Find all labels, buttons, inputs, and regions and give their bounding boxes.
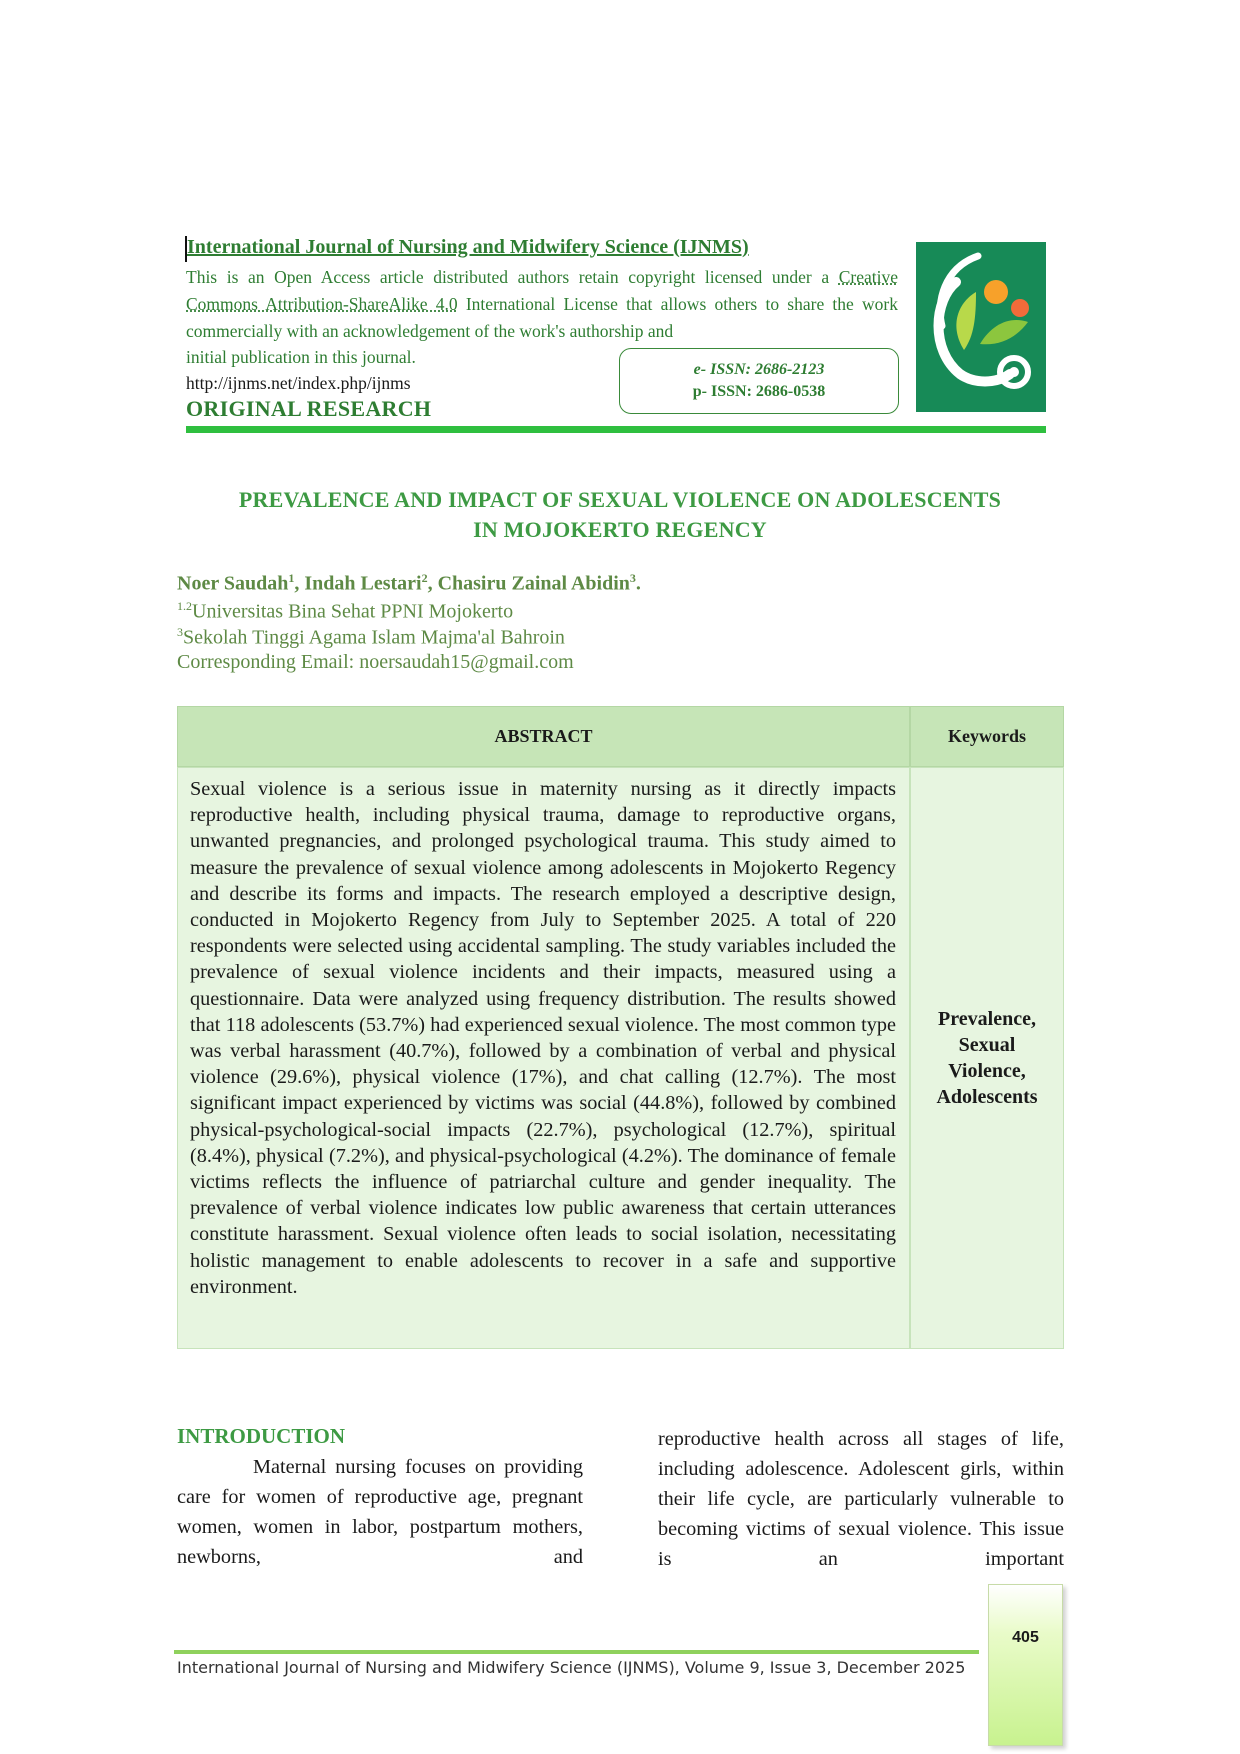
author-name: Indah Lestari <box>304 572 422 595</box>
affiliation <box>177 625 565 650</box>
author-affiliation-mark: 3 <box>629 571 636 585</box>
introduction-right-column: reproductive health across all stages of life, including adolescence. Adolescent girls, within their life cycle, are particularly vulnerable to becoming victims of sexual violence. This issue is an important <box>658 1428 1064 1570</box>
license-link[interactable]: Creative Commons Attribution-ShareAlike 4.0 <box>186 267 898 314</box>
footer-rule <box>174 1650 979 1654</box>
introduction-heading: INTRODUCTION <box>177 1424 346 1448</box>
introduction-left-column <box>177 1452 583 1572</box>
affiliation-mark: 3 <box>177 625 183 639</box>
p-issn: p- ISSN: 2686-0538 <box>692 383 826 400</box>
footer-citation: International Journal of Nursing and Midwifery Science (IJNMS), Volume 9, Issue 3, December 2025 <box>177 1658 966 1677</box>
keywords-text: Prevalence, Sexual Violence, Adolescents <box>936 1008 1038 1108</box>
keywords-header: Keywords <box>910 706 1064 767</box>
author-separator: , <box>427 572 438 595</box>
journal-logo <box>916 242 1046 412</box>
introduction-left-text: Maternal nursing focuses on providing care for women of reproductive age, pregnant women, women in labor, postpartum mothers, newborns, and <box>177 1456 583 1568</box>
paper-title-line-1: PREVALENCE AND IMPACT OF SEXUAL VIOLENCE ON ADOLESCENTS <box>238 487 1002 512</box>
affiliation-text: Sekolah Tinggi Agama Islam Majma'al Bahroin <box>183 626 565 649</box>
nursing-stethoscope-logo-icon <box>916 242 1046 412</box>
abstract-header: ABSTRACT <box>177 706 910 767</box>
paper-title-line-2: IN MOJOKERTO REGENCY <box>473 517 767 542</box>
journal-title[interactable]: International Journal of Nursing and Midwifery Science (IJNMS) <box>187 236 749 258</box>
article-type: ORIGINAL RESEARCH <box>186 396 432 421</box>
issn-box <box>619 348 899 414</box>
abstract-table <box>177 706 1064 1349</box>
author-separator: . <box>635 572 641 595</box>
authors-line <box>177 571 641 596</box>
affiliation-mark: 1.2 <box>177 599 192 613</box>
abstract-text: Sexual violence is a serious issue in maternity nursing as it directly impacts reproductive health, including physical trauma, damage to reproductive organs, unwanted pregnancies, and prolonged psychological trauma. This study aimed to measure the prevalence of sexual violence among adolescents in Mojokerto Regency and describe its forms and impacts. The research employed a descriptive design, conducted in Mojokerto Regency from July to September 2025. A total of 220 respondents were selected using accidental sampling. The study variables included the prevalence of sexual violence incidents and their impacts, measured using a questionnaire. Data were analyzed using frequency distribution. The results showed that 118 adolescents (53.7%) had experienced sexual violence. The most common type was verbal harassment (40.7%), followed by a combination of verbal and physical violence (29.6%), physical violence (17%), and chat calling (12.7%). The most significant impact experienced by victims was social (44.8%), followed by combined physical-psychological-social impacts (22.7%), psychological (12.7%), spiritual (8.4%), physical (7.2%), and physical-psychological (4.2%). The dominance of female victims reflects the influence of patriarchal culture and gender inequality. The prevalence of verbal violence indicates low public awareness that certain utterances constitute harassment. Sexual violence often leads to social isolation, necessitating holistic management to enable adolescents to recover in a safe and supportive environment. <box>190 778 896 1298</box>
journal-url[interactable]: http://ijnms.net/index.php/ijnms <box>186 373 411 393</box>
paper-title <box>170 485 1070 545</box>
corresponding-email[interactable]: Corresponding Email: noersaudah15@gmail.com <box>177 651 574 673</box>
page-number-tab <box>988 1584 1063 1746</box>
affiliation <box>177 599 513 624</box>
page-number: 405 <box>1012 1629 1039 1646</box>
affiliation-text: Universitas Bina Sehat PPNI Mojokerto <box>192 600 514 623</box>
oa-text-part-2: International License that allows others to share the work commercially with an acknowledgement of the work's authorship and <box>186 294 898 341</box>
author-affiliation-mark: 1 <box>288 571 295 585</box>
author-name: Noer Saudah <box>177 572 289 595</box>
author-name: Chasiru Zainal Abidin <box>437 572 630 595</box>
oa-text-part-1: This is an Open Access article distributed authors retain copyright licensed under a <box>186 267 839 287</box>
author-separator: , <box>294 572 305 595</box>
abstract-cell <box>177 767 910 1349</box>
author-affiliation-mark: 2 <box>421 571 428 585</box>
e-issn: e- ISSN: 2686-2123 <box>693 361 825 378</box>
open-access-statement <box>186 264 898 345</box>
header-rule <box>186 426 1046 433</box>
keywords-cell <box>910 767 1064 1349</box>
publication-note: initial publication in this journal. <box>186 347 416 367</box>
